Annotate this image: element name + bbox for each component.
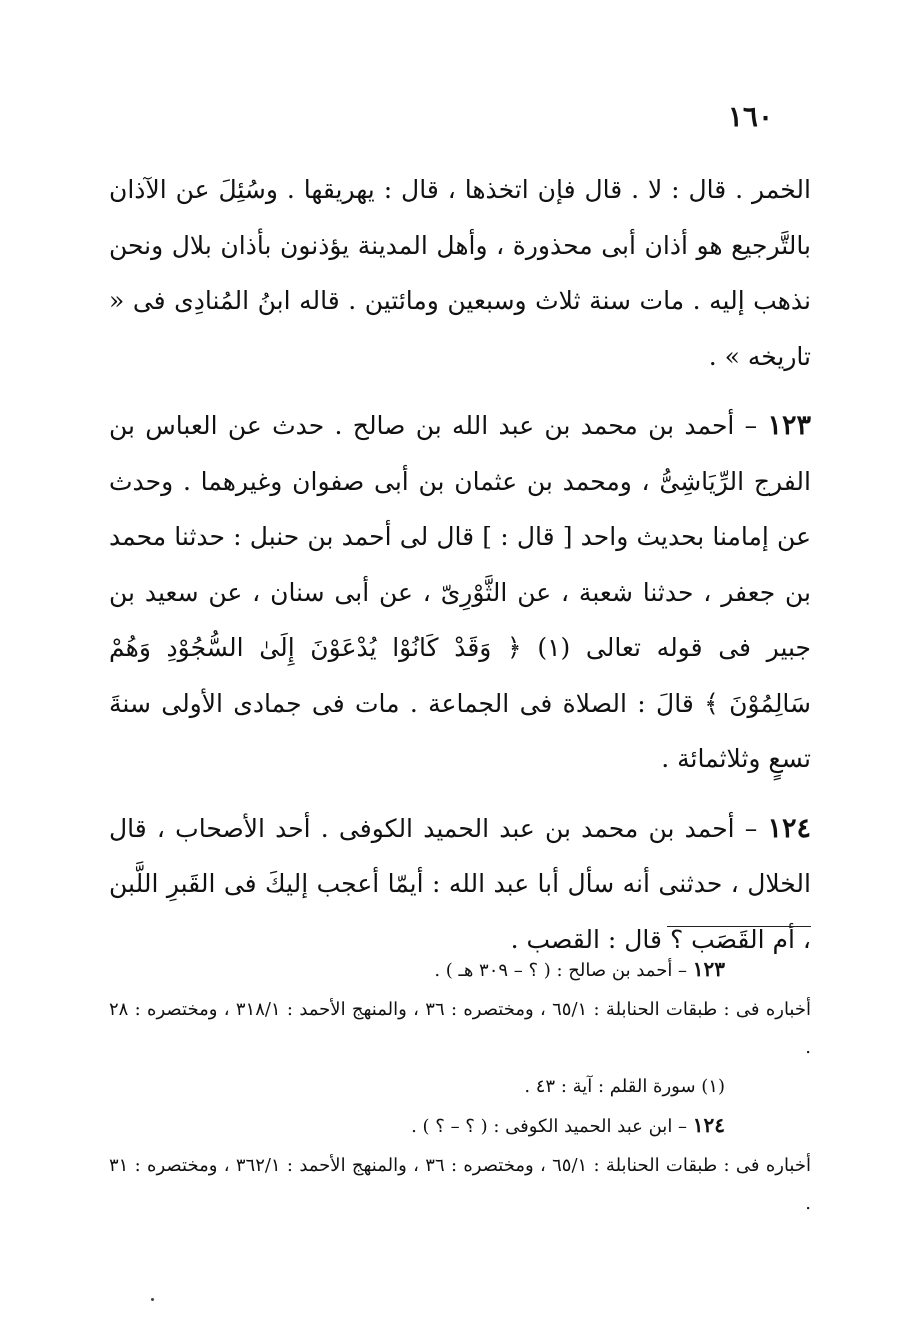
entry-124 [109,801,811,968]
footnote-text: – أحمد بن صالح : ( ؟ – ٣٠٩ هـ ) . [434,960,693,981]
footnote-text: أخباره فى : طبقات الحنابلة : ٦٥/١ ، ومختصره : ٣٦ ، والمنهج الأحمد : ٣٦٢/١ ، ومختصره : ٣١ . [109,1154,811,1214]
footnote-text: (١) سورة القلم : آية : ٤٣ . [524,1075,725,1097]
footnote-sources-124 [109,1147,811,1224]
paragraph-text: – أحمد بن محمد بن عبد الله بن صالح . حدث عن العباس بن الفرج الرِّيَاشِىُّ ، ومحمد بن عثمان بن أبى صفوان وغيرهما . وحدث عن إمامنا بحديث واحد [ قال : ] قال لى أحمد بن حنبل : حدثنا محمد بن جعفر ، حدثنا شعبة ، عن الثَّوْرِىّ ، عن أبى سنان ، عن سعيد بن جبير فى قوله تعالى (١) ﴿ وَقَدْ كَانُوْا يُدْعَوْنَ إِلَىٰ السُّجُوْدِ وَهُمْ سَالِمُوْنَ ﴾ قالَ : الصلاة فى الجماعة . مات فى جمادى الأولى سنةَ تسعٍ وثلاثمائة . [109,411,811,773]
footnote-quran-ref [109,1068,811,1107]
stray-dot [151,1298,154,1301]
footnote-text: – ابن عبد الحميد الكوفى : ( ؟ – ؟ ) . [411,1116,693,1137]
entry-123 [109,398,811,787]
paragraph-text: – أحمد بن محمد بن عبد الحميد الكوفى . أحد الأصحاب ، قال الخلال ، حدثنى أنه سأل أبا عبد الله : أيمّا أعجب إليكَ فى القَبرِ اللَّبن ، أم القَصَب ؟ قال : القصب . [109,813,811,954]
footnote-divider [667,926,811,927]
paragraph-text: الخمر . قال : لا . قال فإن اتخذها ، قال : يهريقها . وسُئِلَ عن الآذان بالتَّرجيع هو أذان أبى محذورة ، وأهل المدينة يؤذنون بأذان بلال ونحن نذهب إليه . مات سنة ثلاث وسبعين ومائتين . قاله ابنُ المُنادِى فى « تاريخه » . [109,175,811,371]
footnote-entry-123 [109,950,811,991]
entry-number: ١٢٤ [767,812,811,844]
page-number: ١٦٠ [727,100,773,133]
footnote-text: أخباره فى : طبقات الحنابلة : ٦٥/١ ، ومختصره : ٣٦ ، والمنهج الأحمد : ٣١٨/١ ، ومختصره : ٢٨ . [109,998,811,1058]
paragraph-continuation [109,162,811,384]
footnote-number: ١٢٤ [692,1113,725,1137]
entry-number: ١٢٣ [767,410,811,441]
footnote-sources-123 [109,991,811,1068]
footnote-number: ١٢٣ [692,957,725,981]
footnotes [109,950,811,1224]
footnote-entry-124 [109,1106,811,1147]
main-text [109,162,811,967]
